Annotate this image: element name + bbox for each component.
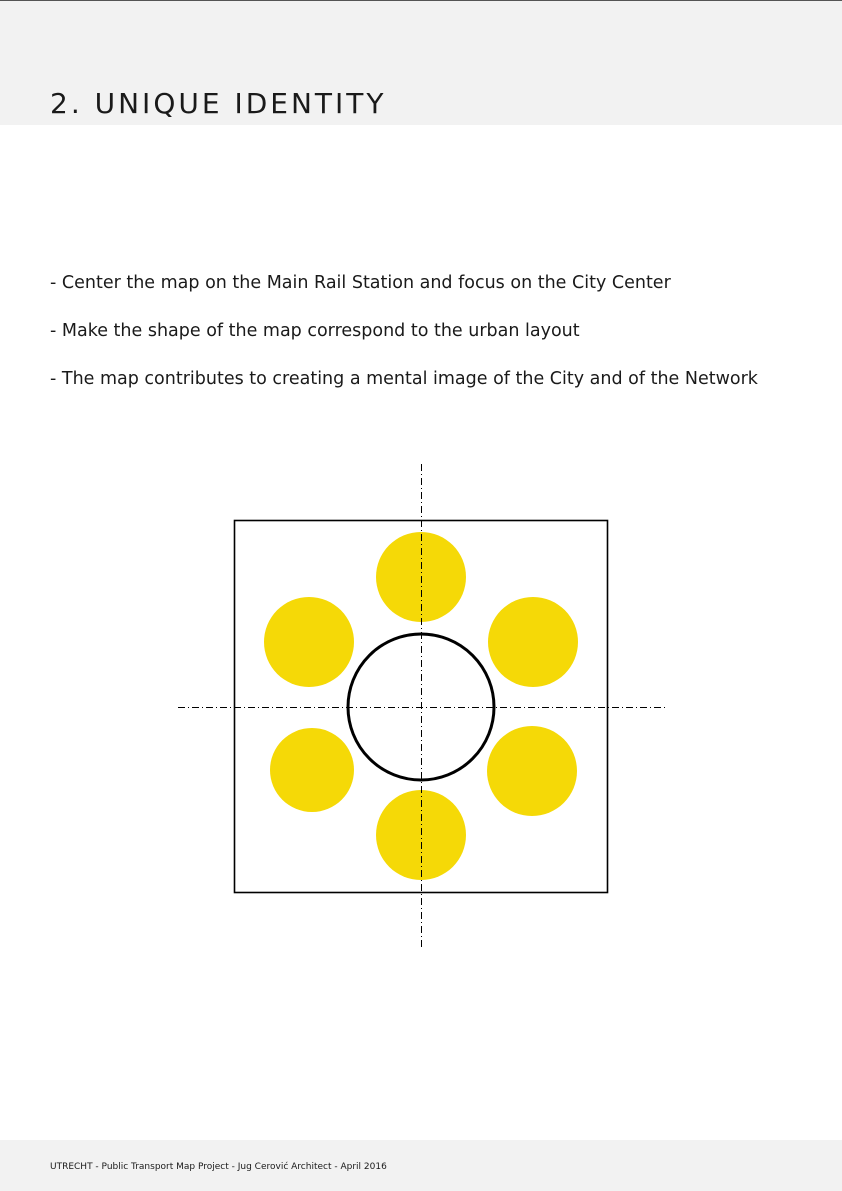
district-circle-lower-right — [487, 726, 577, 816]
district-circle-upper-left — [264, 597, 354, 687]
bullet-item: - The map contributes to creating a mental image of the City and of the Network — [50, 369, 758, 389]
bullet-item: - Make the shape of the map correspond to the urban layout — [50, 321, 580, 341]
page-title: 2. UNIQUE IDENTITY — [50, 87, 387, 120]
bullet-item: - Center the map on the Main Rail Station and focus on the City Center — [50, 273, 671, 293]
district-circle-lower-left — [270, 728, 354, 812]
footer-text: UTRECHT - Public Transport Map Project - Jug Cerović Architect - April 2016 — [50, 1162, 387, 1172]
district-circle-upper-right — [488, 597, 578, 687]
